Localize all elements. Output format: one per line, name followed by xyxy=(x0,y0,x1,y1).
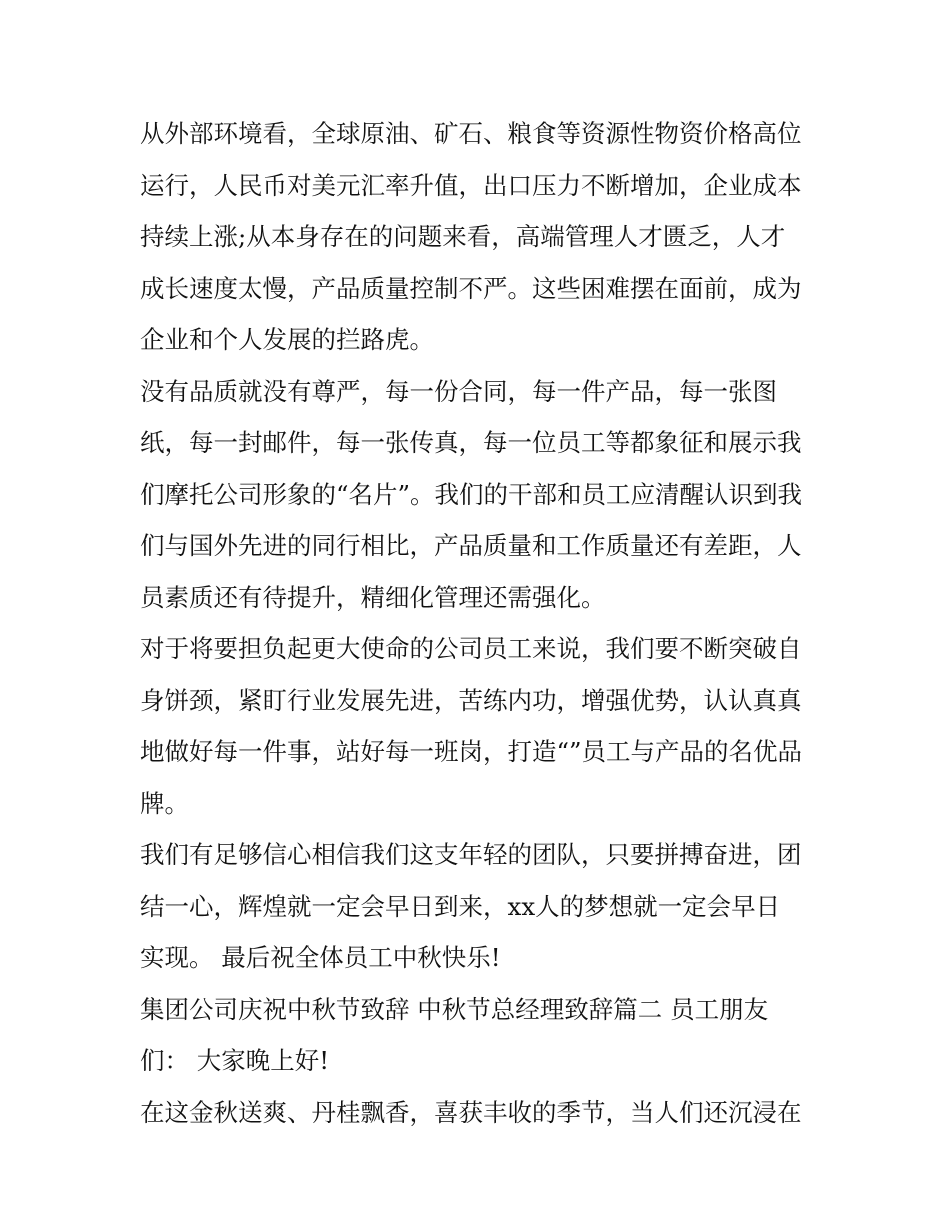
text-line: 运行，人民币对美元汇率升值，出口压力不断增加，企业成本 xyxy=(140,170,802,200)
text-line: 从外部环境看，全球原油、矿石、粮食等资源性物资价格高位 xyxy=(140,119,802,148)
paragraph-2 xyxy=(140,366,820,624)
text-line: 集团公司庆祝中秋节致辞 中秋节总经理致辞篇二 员工朋友 xyxy=(140,994,769,1024)
text-line: 在这金秋送爽、丹桂飘香，喜获丰收的季节，当人们还沉浸在 xyxy=(140,1097,802,1127)
text-line: 对于将要担负起更大使命的公司员工来说，我们要不断突破自 xyxy=(140,634,802,663)
paragraph-5 xyxy=(140,984,820,1087)
text-line: 持续上涨;从本身存在的问题来看，高端管理人才匮乏，人才 xyxy=(140,222,786,251)
text-line: 地做好每一件事，站好每一班岗，打造“”员工与产品的名优品 xyxy=(140,737,803,766)
paragraph-6 xyxy=(140,1087,820,1139)
text-line: 员素质还有待提升，精细化管理还需强化。 xyxy=(140,582,606,612)
text-line: 们： 大家晚上好! xyxy=(140,1046,330,1075)
text-line: 们与国外先进的同行相比，产品质量和工作质量还有差距，人 xyxy=(140,531,802,560)
text-line: 们摩托公司形象的“名片”。我们的干部和员工应清醒认识到我 xyxy=(140,479,803,509)
text-line: 身饼颈，紧盯行业发展先进，苦练内功，增强优势，认认真真 xyxy=(140,685,802,715)
paragraph-3 xyxy=(140,623,820,829)
paragraph-4 xyxy=(140,829,820,984)
text-line: 成长速度太慢，产品质量控制不严。这些困难摆在面前，成为 xyxy=(140,273,802,303)
document-body xyxy=(140,108,820,1138)
paragraph-1 xyxy=(140,108,820,366)
text-line: 企业和个人发展的拦路虎。 xyxy=(140,325,434,354)
text-line: 没有品质就没有尊严，每一份合同，每一件产品，每一张图 xyxy=(140,376,777,406)
text-line: 我们有足够信心相信我们这支年轻的团队，只要拼搏奋进，团 xyxy=(140,840,802,869)
text-line: 实现。 最后祝全体员工中秋快乐! xyxy=(140,943,501,972)
text-line: 结一心，辉煌就一定会早日到来，xx人的梦想就一定会早日 xyxy=(140,891,781,921)
text-line: 牌。 xyxy=(140,788,189,818)
text-line: 纸，每一封邮件，每一张传真，每一位员工等都象征和展示我 xyxy=(140,428,802,457)
